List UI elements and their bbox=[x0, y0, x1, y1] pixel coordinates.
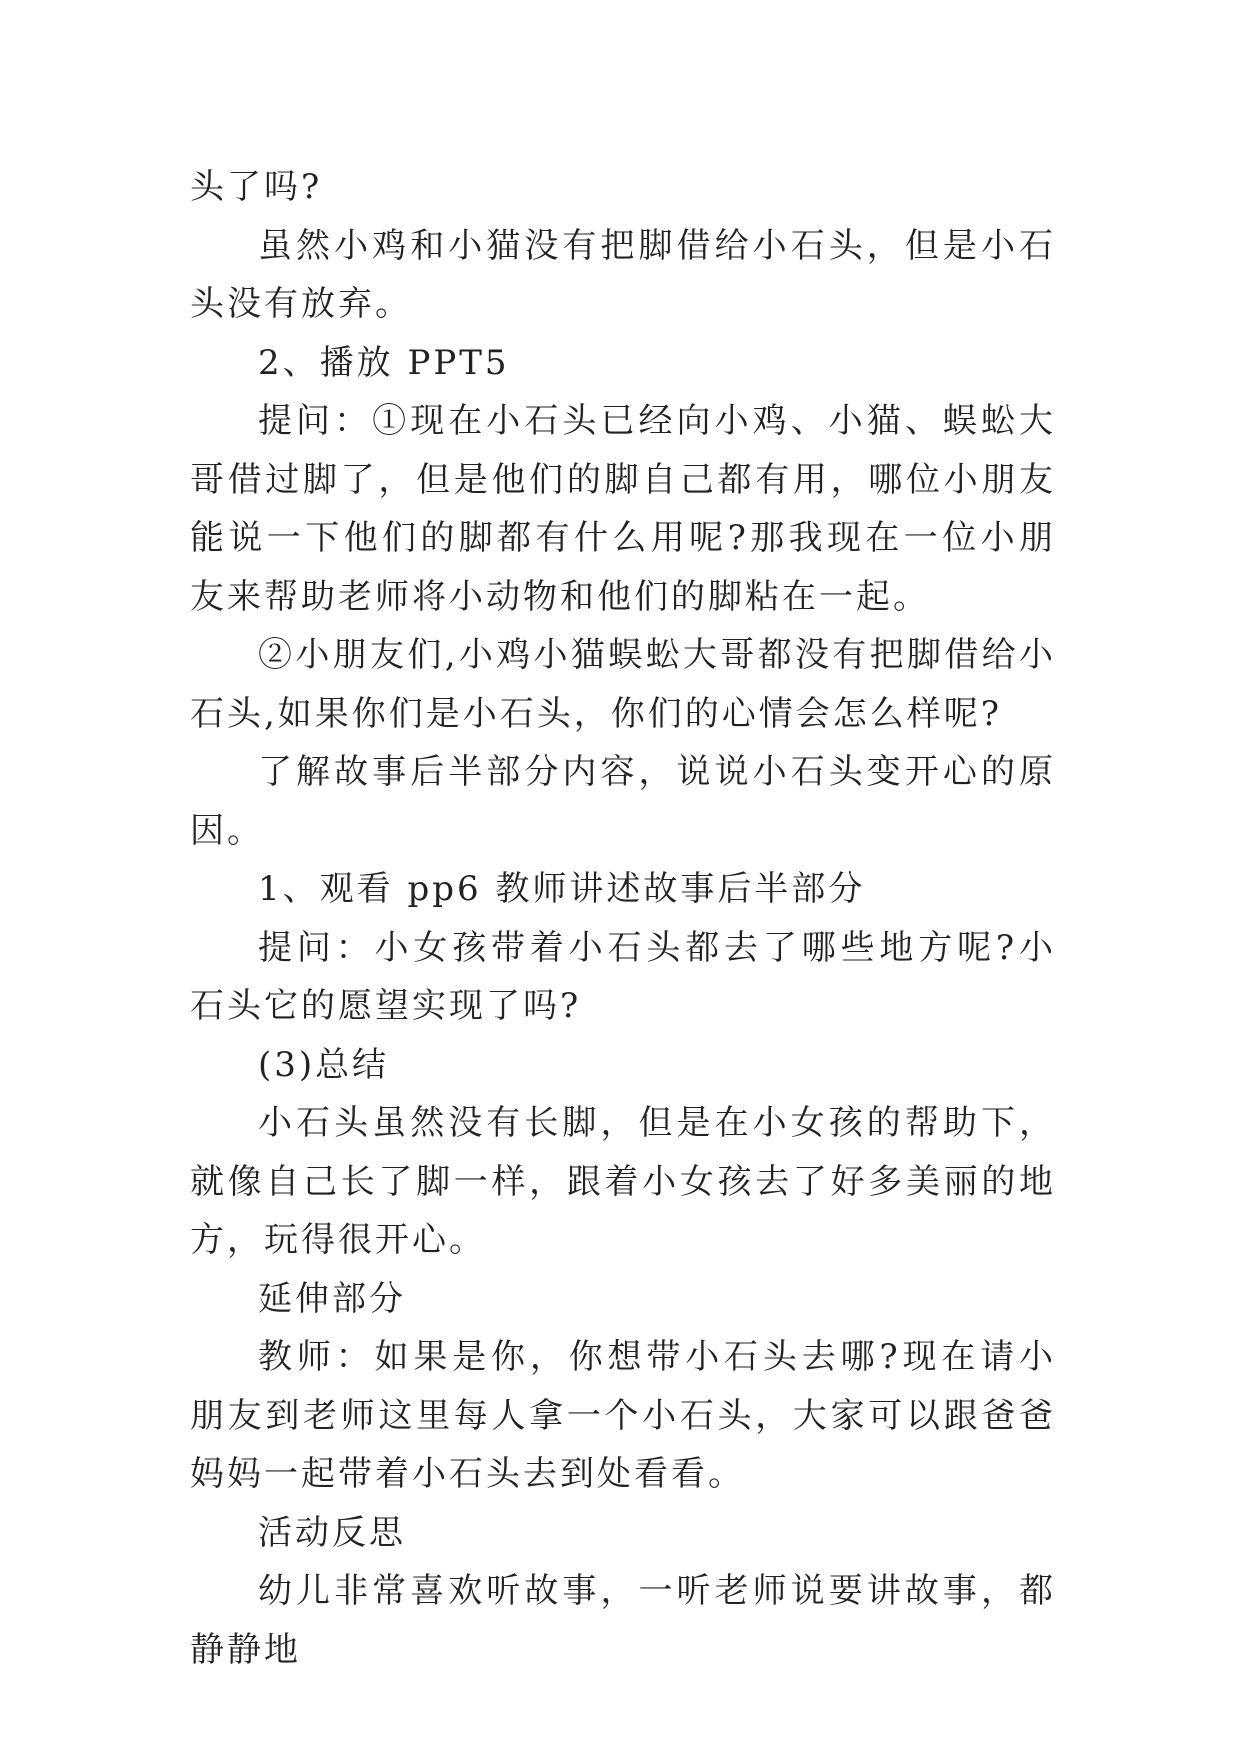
paragraph: 头了吗? bbox=[190, 167, 323, 207]
paragraph: 小石头虽然没有长脚，但是在小女孩的帮助下，就像自己长了脚一样，跟着小女孩去了好多美丽的地方，玩得很开心。 bbox=[190, 1103, 1056, 1260]
paragraph: 提问：①现在小石头已经向小鸡、小猫、蜈蚣大哥借过脚了，但是他们的脚自己都有用，哪位小朋友能说一下他们的脚都有什么用呢?那我现在一位小朋友来帮助老师将小动物和他们的脚粘在一起。 bbox=[190, 401, 1056, 617]
paragraph: 延伸部分 bbox=[258, 1278, 406, 1319]
paragraph: (3)总结 bbox=[258, 1044, 390, 1085]
paragraph: 虽然小鸡和小猫没有把脚借给小石头，但是小石头没有放弃。 bbox=[190, 225, 1056, 324]
paragraph: 活动反思 bbox=[258, 1512, 406, 1553]
paragraph: 教师：如果是你，你想带小石头去哪?现在请小朋友到老师这里每人拿一个小石头，大家可以跟爸爸妈妈一起带着小石头去到处看看。 bbox=[190, 1337, 1056, 1494]
paragraph: 幼儿非常喜欢听故事，一听老师说要讲故事，都静静地 bbox=[190, 1571, 1056, 1670]
paragraph: 了解故事后半部分内容，说说小石头变开心的原因。 bbox=[190, 752, 1056, 851]
document-body bbox=[190, 158, 1056, 1679]
paragraph: 提问：小女孩带着小石头都去了哪些地方呢?小石头它的愿望实现了吗? bbox=[190, 927, 1056, 1026]
paragraph: ②小朋友们,小鸡小猫蜈蚣大哥都没有把脚借给小石头,如果你们是小石头，你们的心情会怎么样呢? bbox=[190, 635, 1056, 734]
paragraph: 2、播放 PPT5 bbox=[258, 342, 510, 383]
paragraph: 1、观看 pp6 教师讲述故事后半部分 bbox=[258, 869, 866, 909]
